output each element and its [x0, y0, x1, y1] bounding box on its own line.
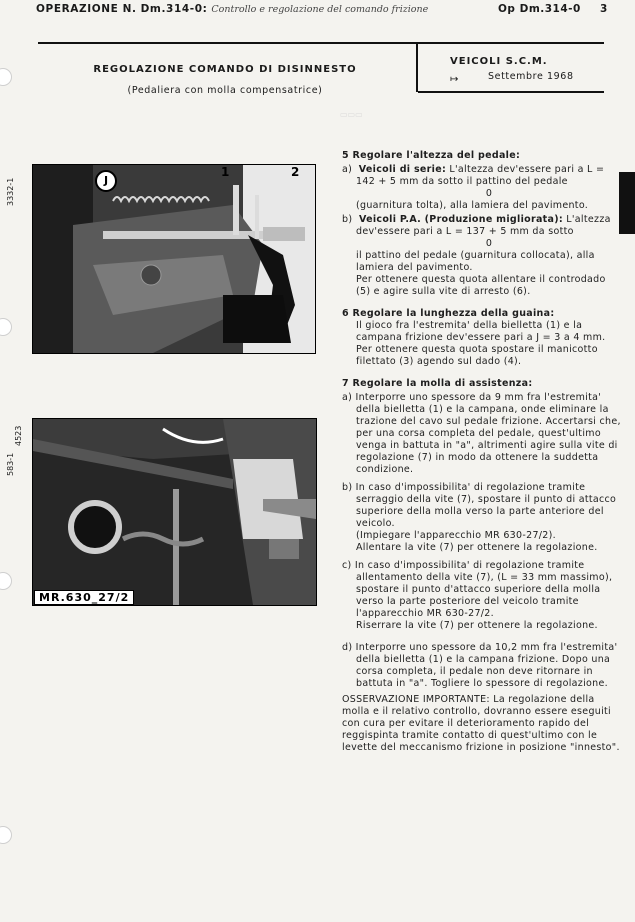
note-heading: OSSERVAZIONE IMPORTANTE:	[342, 694, 490, 705]
binder-hole	[0, 318, 12, 336]
section-5-item-a-cont: (guarnitura tolta), alla lamiera del pavimento.	[356, 200, 589, 211]
figure-1-photo	[32, 164, 316, 354]
operation-title: Controllo e regolazione del comando frizione	[211, 4, 429, 15]
section-6-text: Il gioco fra l'estremita' della bielletta (1) e la campana frizione dev'essere pari a J = 3 a 4 mm. Per ottenere questa quota spostare il manicotto filettato (3) agendo sul dado (4).	[356, 320, 606, 367]
tolerance-zero: 0	[485, 188, 493, 199]
figure-2-code-secondary: 4523	[14, 425, 23, 446]
binder-hole	[0, 572, 12, 590]
vehicle-rule	[418, 91, 604, 93]
edition-date: Settembre 1968	[488, 71, 574, 82]
page-number: 3	[600, 3, 608, 15]
operation-header	[36, 3, 428, 15]
arrow-icon: ↦	[450, 74, 459, 85]
section-7-item-c: c) In caso d'impossibilita' di regolazione tramite allentamento della vite (7), (L = 33 mm massimo), spostare il punto d'attacco superiore della molla verso la parte posteriore del veicolo tramite l'apparecchio MR 630-27/2.	[342, 560, 613, 619]
callout-j: J	[95, 170, 117, 192]
operation-code: Dm.314-0:	[140, 3, 208, 15]
operation-label: OPERAZIONE N.	[36, 3, 137, 15]
header-rule	[38, 42, 604, 44]
figure-1-code: 3332-1	[6, 177, 15, 206]
figure-2-photo	[32, 418, 317, 606]
tolerance-zero: 0	[485, 238, 493, 249]
section-5-item-b-cont2: Per ottenere questa quota allentare il controdado (5) e agire sulla vite di arresto (6).	[356, 274, 606, 297]
callout-1: 1	[221, 165, 230, 179]
section-7-item-b-cont2: Allentare la vite (7) per ottenere la regolazione.	[356, 542, 598, 553]
reference-code: Op Dm.314-0	[498, 3, 581, 15]
section-7-item-b: b) In caso d'impossibilita' di regolazione tramite serraggio della vite (7), spostare il punto di attacco superiore della molla verso la parte anteriore del veicolo.	[342, 482, 617, 529]
instructions-column	[342, 150, 622, 754]
callout-2: 2	[291, 165, 300, 179]
tool-caption: MR.630_27/2	[34, 590, 134, 605]
important-note	[342, 694, 622, 754]
binder-hole	[0, 826, 12, 844]
section-5-heading: 5 Regolare l'altezza del pedale:	[342, 150, 521, 161]
page-subtitle: (Pedaliera con molla compensatrice)	[127, 85, 323, 96]
section-7-item-b-cont: (Impiegare l'apparecchio MR 630-27/2).	[356, 530, 556, 541]
section-7-item-d: d) Interporre uno spessore da 10,2 mm fra l'estremita' della bielletta (1) e la campana frizione. Dopo una corsa completa, il pedale non deve ritornare in battuta in "a". Togliere lo spessore di regolazione.	[342, 642, 618, 689]
section-5-item-b: b) Veicoli P.A. (Produzione migliorata): L'altezza dev'essere pari a L = 137 + 5 mm da sotto	[342, 214, 611, 237]
section-7-item-c-cont: Riserrare la vite (7) per ottenere la regolazione.	[356, 620, 598, 631]
section-6-heading: 6 Regolare la lunghezza della guaina:	[342, 308, 555, 319]
note-text: La regolazione della molla e il relativo controllo, dovranno essere eseguiti con cura per evitare il deterioramento rapido del reggispinta tramite contatto di quest'ultimo con le levette del meccanismo frizione in posizione "innesto".	[342, 694, 620, 753]
binder-hole	[0, 68, 12, 86]
header-divider	[416, 42, 418, 92]
page-title: REGOLAZIONE COMANDO DI DISINNESTO	[93, 64, 357, 75]
vehicle-label: VEICOLI S.C.M.	[450, 56, 548, 67]
spring-adjustment-tool-photo	[33, 419, 316, 605]
clutch-pedal-assembly-photo	[33, 165, 315, 353]
section-5-item-a: a) Veicoli di serie: L'altezza dev'essere pari a L = 142 + 5 mm da sotto il pattino del pedale	[342, 164, 605, 187]
section-7-heading: 7 Regolare la molla di assistenza:	[342, 378, 533, 389]
figure-2-code: 583-1	[6, 452, 15, 476]
section-7-item-a: a) Interporre uno spessore da 9 mm fra l'estremita' della bielletta (1) e la campana, onde eliminare la trazione del cavo sul pedale frizione. Accertarsi che, per una corsa completa del pedale, quest'ultimo venga in battuta in "a", altrimenti agire sulla vite di regolazione (7) in modo da ottenere la suddetta condizione.	[342, 392, 621, 475]
section-5-item-b-cont: il pattino del pedale (guarnitura collocata), alla lamiera del pavimento.	[356, 250, 595, 273]
bleed-through-text: ▭▭▭	[340, 110, 363, 119]
